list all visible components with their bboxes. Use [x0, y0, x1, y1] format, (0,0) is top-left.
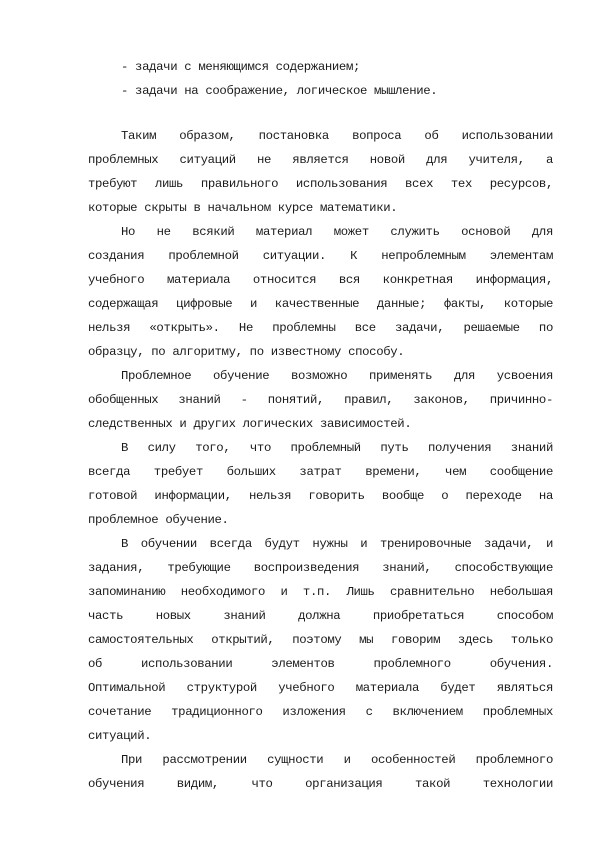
paragraph-line: запоминанию необходимого и т.п. Лишь сравнительно небольшая — [88, 585, 553, 599]
paragraph-line: создания проблемной ситуации. К непроблемным элементам — [88, 249, 553, 263]
paragraph-line: всегда требует больших затрат времени, чем сообщение — [88, 465, 553, 479]
paragraph-line: следственных и других логических зависимостей. — [88, 417, 412, 431]
paragraph-line: требуют лишь правильного использования всех тех ресурсов, — [88, 177, 553, 191]
paragraph-line: Проблемное обучение возможно применять для усвоения — [121, 369, 553, 383]
bullet-item: - задачи с меняющимся содержанием; — [121, 60, 360, 74]
paragraph-line: образцу, по алгоритму, по известному способу. — [88, 345, 405, 359]
paragraph-line: обучения видим, что организация такой технологии — [88, 777, 553, 791]
paragraph-line: Оптимальной структурой учебного материала будет являться — [88, 681, 553, 695]
paragraph-line: которые скрыты в начальном курсе математики. — [88, 201, 398, 215]
paragraph-line: В обучении всегда будут нужны и тренировочные задачи, и — [121, 537, 553, 551]
paragraph-line: задания, требующие воспроизведения знаний, способствующие — [88, 561, 553, 575]
paragraph-line: При рассмотрении сущности и особенностей проблемного — [121, 753, 553, 767]
paragraph-line: сочетание традиционного изложения с включением проблемных — [88, 705, 553, 719]
paragraph-line: учебного материала относится вся конкретная информация, — [88, 273, 553, 287]
paragraph-line: об использовании элементов проблемного обучения. — [88, 657, 553, 671]
paragraph-line: обобщенных знаний - понятий, правил, законов, причинно- — [88, 393, 553, 407]
paragraph-line: проблемных ситуаций не является новой для учителя, а — [88, 153, 553, 167]
paragraph-line: часть новых знаний должна приобретаться способом — [88, 609, 553, 623]
paragraph-line: содержащая цифровые и качественные данные; факты, которые — [88, 297, 553, 311]
paragraph-line: проблемное обучение. — [88, 513, 229, 527]
paragraph-line: готовой информации, нельзя говорить вообще о переходе на — [88, 489, 553, 503]
paragraph-line: самостоятельных открытий, поэтому мы говорим здесь только — [88, 633, 553, 647]
paragraph-line: Но не всякий материал может служить основой для — [121, 225, 553, 239]
paragraph-line: нельзя «открыть». Не проблемны все задачи, решаемые по — [88, 321, 553, 335]
paragraph-line: Таким образом, постановка вопроса об использовании — [121, 129, 553, 143]
paragraph-line: ситуаций. — [88, 729, 152, 743]
bullet-item: - задачи на соображение, логическое мышление. — [121, 84, 438, 98]
paragraph-line: В силу того, что проблемный путь получения знаний — [121, 441, 553, 455]
